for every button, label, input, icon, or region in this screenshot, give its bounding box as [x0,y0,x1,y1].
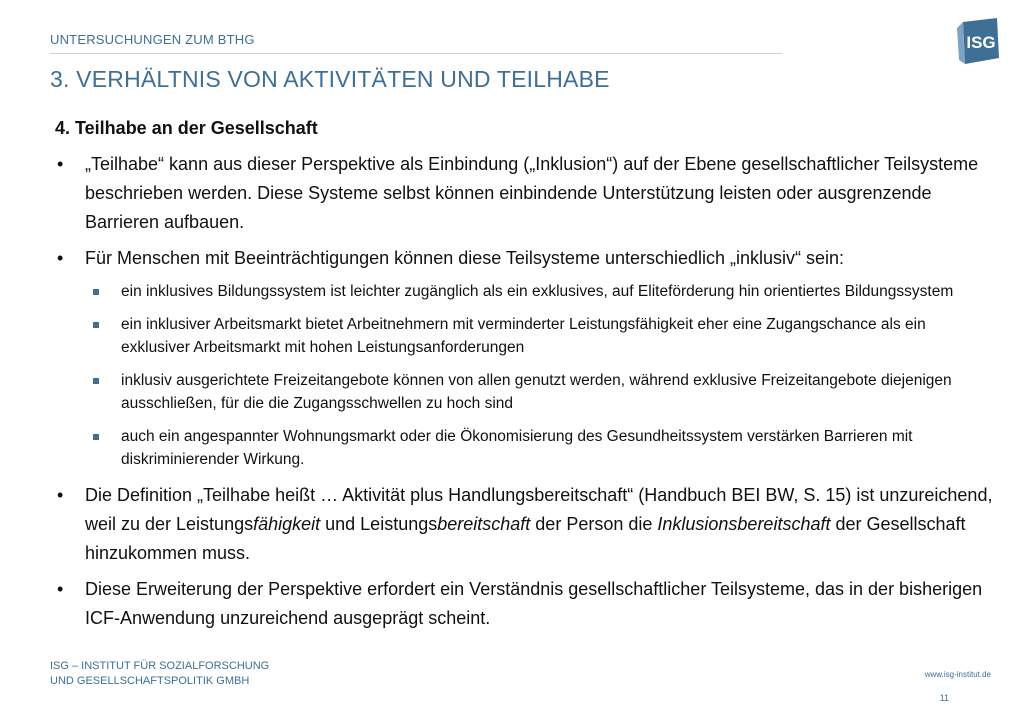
bullet-text-part: der Gesellschaft hinzukommen muss. [85,514,966,563]
bullet-text [85,485,992,563]
slide-content [55,116,995,640]
sub-list-text: auch ein angespannter Wohnungsmarkt oder die Ökonomisierung des Gesundheitssystem verstärken Barrieren mit diskriminierender Wirkung. [121,428,913,468]
bullet-text-part: und Leistungs [320,514,438,534]
header-subtitle: UNTERSUCHUNGEN ZUM BTHG [50,32,255,47]
footer-url[interactable]: www.isg-institut.de [924,670,991,679]
bullet-dot: • [57,579,64,599]
bullet-text: Für Menschen mit Beeinträchtigungen können diese Teilsysteme unterschiedlich „inklusiv“ sein: [85,248,845,268]
bullet-text-emphasis: Inklusionsbereitschaft [657,514,831,534]
bullet-dot: • [57,154,64,174]
bullet-item [55,244,995,273]
sub-list-item [55,280,995,303]
footer-org-line: UND GESELLSCHAFTSPOLITIK GMBH [50,675,250,687]
sub-list-text: ein inklusiver Arbeitsmarkt bietet Arbeitnehmern mit verminderter Leistungsfähigkeit eher eine Zugangschance als ein exklusiver Arbeitsmarkt mit hohen Leistungsanforderungen [121,316,926,356]
bullet-text-emphasis: bereitschaft [437,514,531,534]
bullet-item [55,150,995,237]
sub-list-item [55,369,995,415]
bullet-text: Diese Erweiterung der Perspektive erfordert ein Verständnis gesellschaftlicher Teilsysteme, das in der bisherigen ICF-Anwendung unzureichend ausgeprägt scheint. [85,579,983,628]
section-heading: 4. Teilhabe an der Gesellschaft [55,118,318,138]
sub-list-item [55,313,995,359]
bullet-text: „Teilhabe“ kann aus dieser Perspektive als Einbindung („Inklusion“) auf der Ebene gesellschaftlicher Teilsysteme beschrieben werden. Diese Systeme selbst können einbindende Unterstützung leisten oder ausgrenzende Barrieren aufbauen. [85,154,979,232]
bullet-text-part: der Person die [530,514,658,534]
bullet-item [55,575,995,633]
sub-list [55,280,995,471]
bullet-text-emphasis: fähigkeit [253,514,321,534]
isg-logo-text: ISG [966,33,996,52]
page-title: 3. VERHÄLTNIS VON AKTIVITÄTEN UND TEILHABE [50,66,610,92]
bullet-dot: • [57,485,64,505]
header-divider [50,53,782,54]
bullet-item [55,481,995,568]
square-bullet-icon [93,378,99,384]
sub-list-text: ein inklusives Bildungssystem ist leichter zugänglich als ein exklusives, auf Eliteförderung hin orientiertes Bildungssystem [121,283,954,300]
page-number: 11 [939,693,949,703]
sub-list-text: inklusiv ausgerichtete Freizeitangebote können von allen genutzt werden, während exklusive Freizeitangebote diejenigen ausschließen, für die die Zugangsschwellen zu hoch sind [121,372,952,412]
bullet-text-part: Die Definition „Teilhabe heißt … Aktivität plus Handlungsbereitschaft“ (Handbuch BEI BW, S. 15) ist unzureichend, weil zu der Leistungs [85,485,993,534]
square-bullet-icon [93,289,99,295]
isg-logo [955,18,1001,64]
square-bullet-icon [93,434,99,440]
square-bullet-icon [93,322,99,328]
bullet-dot: • [57,248,64,268]
footer-org-line: ISG – INSTITUT FÜR SOZIALFORSCHUNG [50,660,270,672]
sub-list-item [55,425,995,471]
footer-organization [50,659,269,689]
